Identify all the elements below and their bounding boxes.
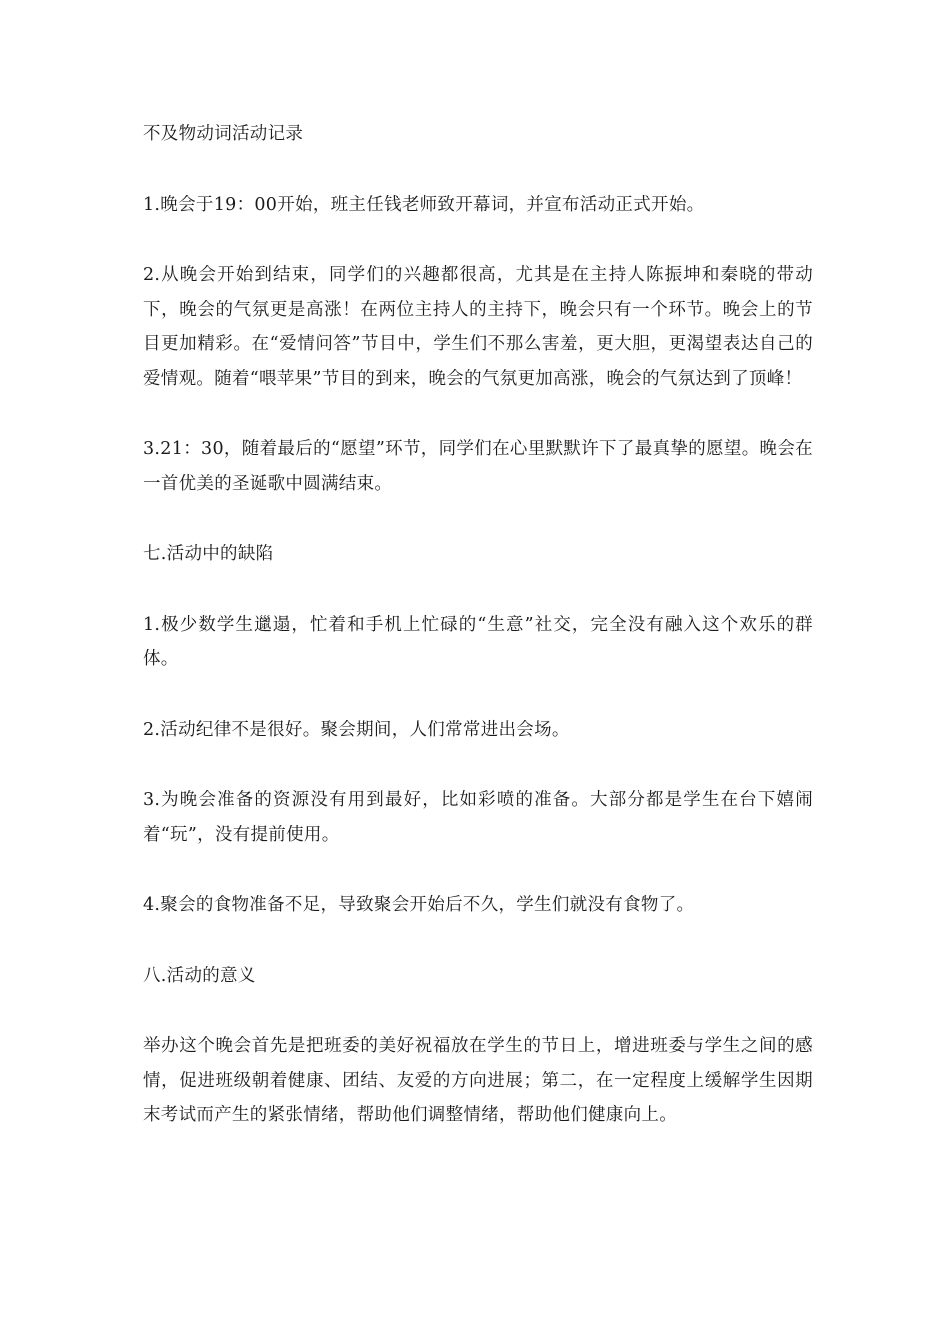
document-body xyxy=(143,117,813,1169)
paragraph-record-3: 3.21：30，随着最后的“愿望”环节，同学们在心里默默许下了最真挚的愿望。晚会在一首优美的圣诞歌中圆满结束。 xyxy=(143,439,813,494)
paragraph-record-2: 2.从晚会开始到结束，同学们的兴趣都很高，尤其是在主持人陈振坤和秦晓的带动下，晚会的气氛更是高涨！在两位主持人的主持下，晚会只有一个环节。晚会上的节目更加精彩。在“爱情问答”节目中，学生们不那么害羞，更大胆，更渴望表达自己的爱情观。随着“喂苹果”节目的到来，晚会的气氛更加高涨，晚会的气氛达到了顶峰！ xyxy=(143,265,813,389)
paragraph-defect-4: 4.聚会的食物准备不足，导致聚会开始后不久，学生们就没有食物了。 xyxy=(143,895,695,915)
paragraph-significance: 举办这个晚会首先是把班委的美好祝福放在学生的节日上，增进班委与学生之间的感情，促进班级朝着健康、团结、友爱的方向进展；第二，在一定程度上缓解学生因期末考试而产生的紧张情绪，帮助他们调整情绪，帮助他们健康向上。 xyxy=(143,1036,813,1125)
paragraph-defect-2: 2.活动纪律不是很好。聚会期间，人们常常进出会场。 xyxy=(143,719,570,740)
paragraph-defect-1: 1.极少数学生邋遢，忙着和手机上忙碌的“生意”社交，完全没有融入这个欢乐的群体。 xyxy=(143,614,813,669)
paragraph-defect-3: 3.为晚会准备的资源没有用到最好，比如彩喷的准备。大部分都是学生在台下嬉闹着“玩”，没有提前使用。 xyxy=(143,790,813,845)
section-heading-significance: 八.活动的意义 xyxy=(143,965,256,986)
document-title: 不及物动词活动记录 xyxy=(143,124,304,144)
paragraph-record-1: 1.晚会于19：00开始，班主任钱老师致开幕词，并宣布活动正式开始。 xyxy=(143,194,705,215)
section-heading-defects: 七.活动中的缺陷 xyxy=(143,544,274,564)
